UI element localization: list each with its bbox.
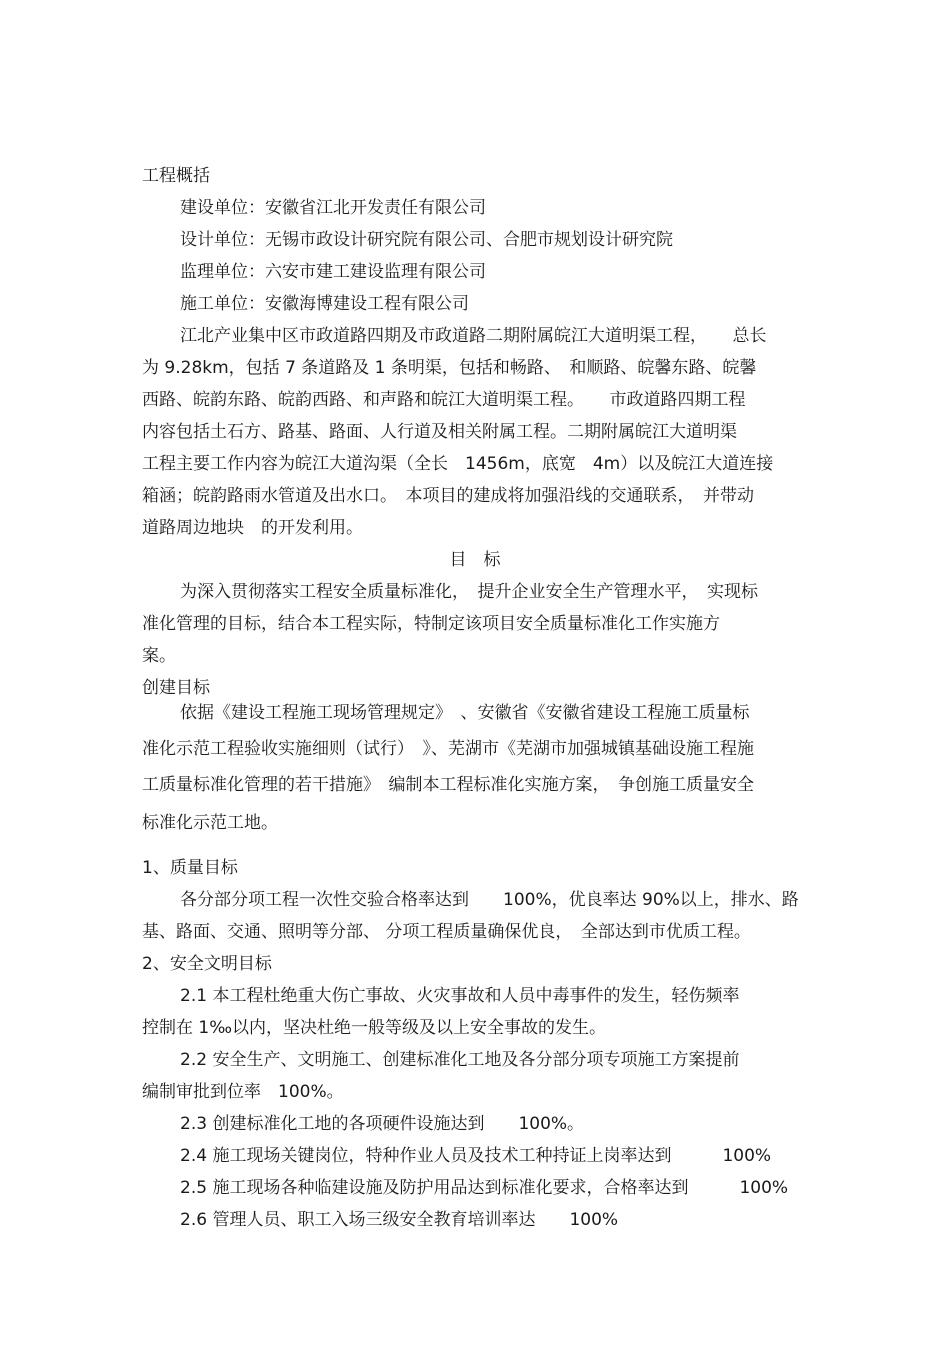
description-line: 箱涵；皖韵路雨水管道及出水口。 本项目的建成将加强沿线的交通联系， 并带动 <box>142 486 754 506</box>
creation-line: 准化示范工程验收实施细则（试行） 》、芜湖市《芜湖市加强城镇基础设施工程施 <box>142 739 754 759</box>
quality-line: 基、路面、交通、照明等分部、 分项工程质量确保优良， 全部达到市优质工程。 <box>142 922 751 942</box>
creation-heading: 创建目标 <box>142 678 210 698</box>
safety-item: 2.4 施工现场关键岗位，特种作业人员及技术工种持证上岗率达到 100% <box>180 1146 772 1166</box>
quality-line: 各分部分项工程一次性交验合格率达到 100%，优良率达 90%以上，排水、路 <box>180 890 799 910</box>
description-line: 为 9.28km，包括 7 条道路及 1 条明渠，包括和畅路、 和顺路、皖馨东路、皖馨 <box>142 358 757 378</box>
safety-item: 2.1 本工程杜绝重大伤亡事故、火灾事故和人员中毒事件的发生，轻伤频率 <box>180 986 740 1006</box>
safety-heading: 2、安全文明目标 <box>142 954 272 974</box>
goal-line: 准化管理的目标，结合本工程实际，特制定该项目安全质量标准化工作实施方 <box>142 614 720 634</box>
safety-item: 2.3 创建标准化工地的各项硬件设施达到 100%。 <box>180 1114 585 1134</box>
creation-line: 依据《建设工程施工现场管理规定》 、安徽省《安徽省建设工程施工质量标 <box>180 703 750 723</box>
creation-line: 标准化示范工地。 <box>142 813 278 833</box>
description-line: 工程主要工作内容为皖江大道沟渠（全长 1456m，底宽 4m）以及皖江大道连接 <box>142 454 774 474</box>
description-line: 道路周边地块 的开发利用。 <box>142 518 363 538</box>
safety-item-continued: 编制审批到位率 100%。 <box>142 1082 344 1102</box>
contractor-line: 施工单位：安徽海博建设工程有限公司 <box>180 294 469 314</box>
designer-line: 设计单位：无锡市政设计研究院有限公司、合肥市规划设计研究院 <box>180 230 673 250</box>
supervisor-line: 监理单位：六安市建工建设监理有限公司 <box>180 262 486 282</box>
overview-heading: 工程概括 <box>142 166 210 186</box>
description-line: 西路、皖韵东路、皖韵西路、和声路和皖江大道明渠工程。 市政道路四期工程 <box>142 390 746 410</box>
goal-line: 案。 <box>142 646 176 666</box>
safety-item: 2.5 施工现场各种临建设施及防护用品达到标准化要求，合格率达到 100% <box>180 1178 789 1198</box>
creation-line: 工质量标准化管理的若干措施》 编制本工程标准化实施方案， 争创施工质量安全 <box>142 775 754 795</box>
description-line: 江北产业集中区市政道路四期及市政道路二期附属皖江大道明渠工程， 总长 <box>180 326 767 346</box>
goal-line: 为深入贯彻落实工程安全质量标准化， 提升企业安全生产管理水平， 实现标 <box>180 582 758 602</box>
owner-line: 建设单位：安徽省江北开发责任有限公司 <box>180 198 486 218</box>
safety-item: 2.6 管理人员、职工入场三级安全教育培训率达 100% <box>180 1210 619 1230</box>
description-line: 内容包括土石方、路基、路面、人行道及相关附属工程。二期附属皖江大道明渠 <box>142 422 737 442</box>
safety-item-continued: 控制在 1‰以内，坚决杜绝一般等级及以上安全事故的发生。 <box>142 1018 607 1038</box>
goal-heading: 目 标 <box>449 550 501 570</box>
safety-item: 2.2 安全生产、文明施工、创建标准化工地及各分部分项专项施工方案提前 <box>180 1050 740 1070</box>
quality-heading: 1、质量目标 <box>142 858 238 878</box>
